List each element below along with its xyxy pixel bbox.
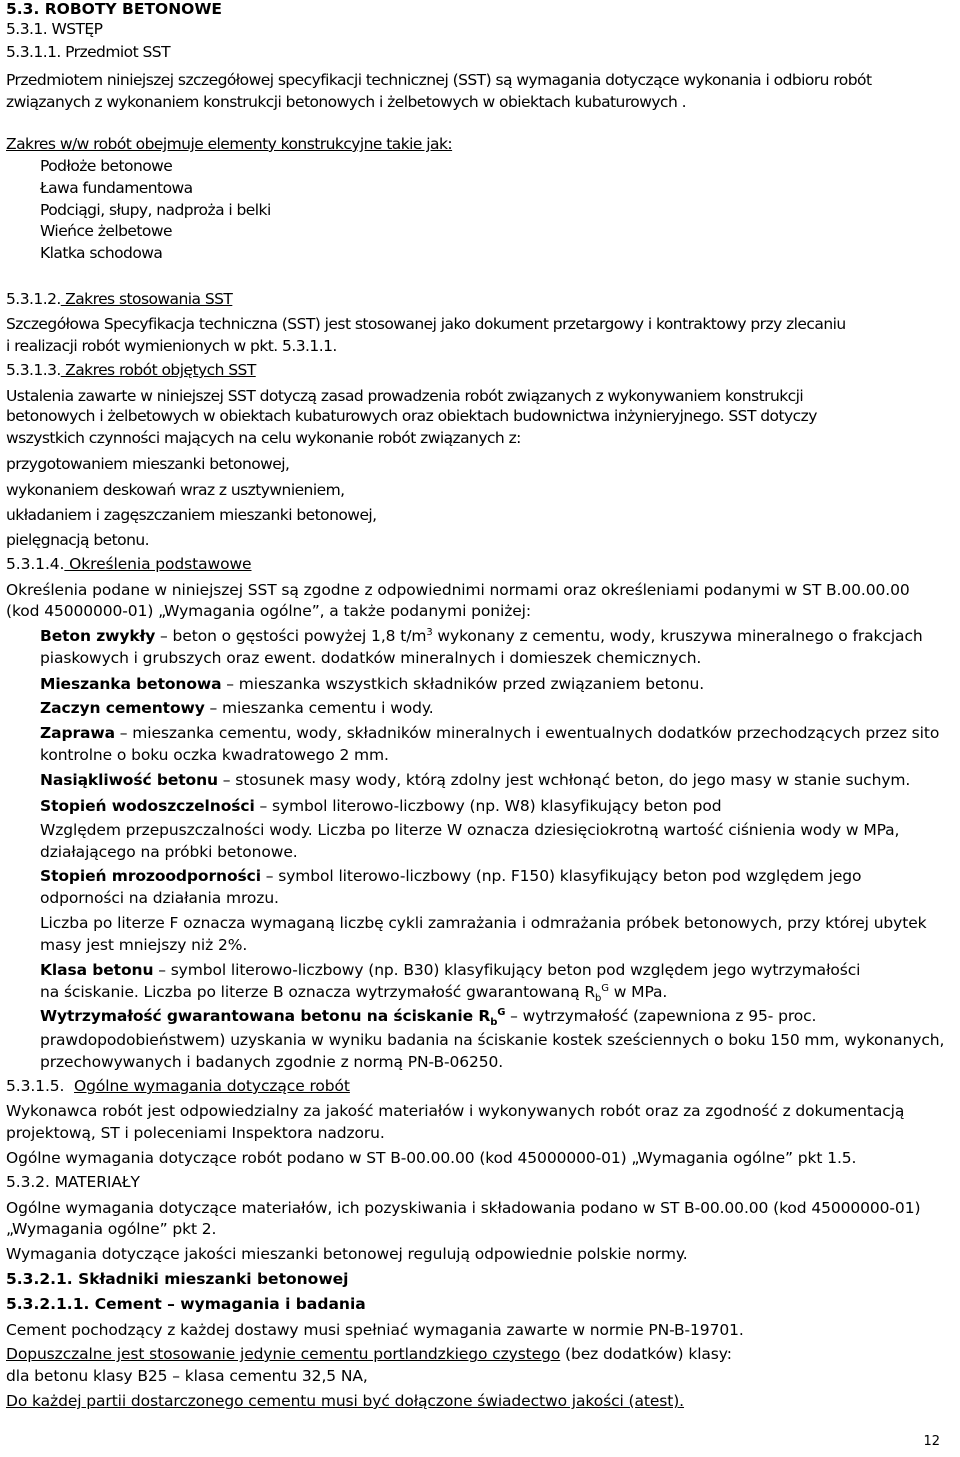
definition-continuation: Liczba po literze F oznacza wymaganą liczbę cykli zamrażania i odmrażania próbek betonowych, przy której ubytek <box>40 914 927 932</box>
paragraph-line: Ustalenia zawarte w niniejszej SST dotyczą zasad prowadzenia robót związanych z wykonywaniem konstrukcji <box>6 387 804 405</box>
works-item: wykonaniem deskowań wraz z usztywnieniem, <box>6 481 345 499</box>
heading-5-3-1-4: 5.3.1.4. Określenia podstawowe <box>6 555 252 573</box>
scope-item: Podłoże betonowe <box>40 157 173 175</box>
definition-continuation: piaskowych i grubszych oraz ewent. dodatków mineralnych i domieszek chemicznych. <box>40 649 702 667</box>
paragraph-line: wszystkich czynności mających na celu wykonanie robót związanych z: <box>6 429 521 447</box>
paragraph-line: Wymagania dotyczące jakości mieszanki betonowej regulują odpowiednie polskie normy. <box>6 1245 688 1263</box>
definition-nasiakliwosc: Nasiąkliwość betonu – stosunek masy wody, którą zdolny jest wchłonąć beton, do jego masy w stanie suchym. <box>40 771 911 789</box>
paragraph-line: Do każdej partii dostarczonego cementu musi być dołączone świadectwo jakości (atest). <box>6 1392 685 1410</box>
paragraph-line: związanych z wykonaniem konstrukcji betonowych i żelbetowych w obiektach kubaturowych . <box>6 93 686 111</box>
paragraph-line: Ogólne wymagania dotyczące materiałów, ich pozyskiwania i składowania podano w ST B-00.00.00 (kod 45000000-01) <box>6 1199 921 1217</box>
heading-5-3-1-5: 5.3.1.5. Ogólne wymagania dotyczące robót <box>6 1077 350 1095</box>
definition-continuation: działającego na próbki betonowe. <box>40 843 298 861</box>
definition-wodoszczelnosc: Stopień wodoszczelności – symbol literowo-liczbowy (np. W8) klasyfikujący beton pod <box>40 797 722 815</box>
definition-zaczyn-cementowy: Zaczyn cementowy – mieszanka cementu i wody. <box>40 699 434 717</box>
paragraph-line: Określenia podane w niniejszej SST są zgodne z odpowiednimi normami oraz określeniami podanymi w ST B.00.00.00 <box>6 581 910 599</box>
paragraph-line: Dopuszczalne jest stosowanie jedynie cementu portlandzkiego czystego (bez dodatków) klasy: <box>6 1345 732 1363</box>
definition-continuation: kontrolne o boku oczka kwadratowego 2 mm. <box>40 746 389 764</box>
paragraph-line: Szczegółowa Specyfikacja techniczna (SST) jest stosowanej jako dokument przetargowy i kontraktowy przy zlecaniu <box>6 315 846 333</box>
definition-mieszanka-betonowa: Mieszanka betonowa – mieszanka wszystkich składników przed związaniem betonu. <box>40 675 705 693</box>
definition-wytrzymalosc: Wytrzymałość gwarantowana betonu na ściskanie $R_b^G$ – wytrzymałość (zapewniona z 95- proc. <box>40 1006 817 1029</box>
paragraph-line: betonowych i żelbetowych w obiektach kubaturowych oraz obiektach budownictwa inżynieryjnego. SST dotyczy <box>6 407 817 425</box>
definition-beton-zwykly: Beton zwykły – beton o gęstości powyżej 1,8 $t/m^3$ wykonany z cementu, wody, kruszywa mineralnego o frakcjach <box>40 626 923 645</box>
paragraph-line: „Wymagania ogólne” pkt 2. <box>6 1220 217 1238</box>
definition-mrozoodpornosc: Stopień mrozoodporności – symbol literowo-liczbowy (np. F150) klasyfikujący beton pod względem jego <box>40 867 862 885</box>
paragraph-line: Cement pochodzący z każdej dostawy musi spełniać wymagania zawarte w normie PN-B-19701. <box>6 1321 744 1339</box>
heading-5-3-2: 5.3.2. MATERIAŁY <box>6 1173 140 1191</box>
definition-klasa-betonu: Klasa betonu – symbol literowo-liczbowy (np. B30) klasyfikujący beton pod względem jego wytrzymałości <box>40 961 861 979</box>
paragraph-line: Wykonawca robót jest odpowiedzialny za jakość materiałów i wykonywanych robót oraz za zgodność z dokumentacją <box>6 1102 905 1120</box>
scope-intro: Zakres w/w robót obejmuje elementy konstrukcyjne takie jak: <box>6 135 453 153</box>
scope-item: Ława fundamentowa <box>40 179 193 197</box>
heading-5-3-1: 5.3.1. WSTĘP <box>6 20 103 38</box>
paragraph-line: Ogólne wymagania dotyczące robót podano w ST B-00.00.00 (kod 45000000-01) „Wymagania ogólne” pkt 1.5. <box>6 1149 857 1167</box>
heading-5-3-2-1-1: 5.3.2.1.1. Cement – wymagania i badania <box>6 1295 366 1313</box>
paragraph-line: dla betonu klasy B25 – klasa cementu 32,5 NA, <box>6 1367 368 1385</box>
heading-5-3-2-1: 5.3.2.1. Składniki mieszanki betonowej <box>6 1270 349 1288</box>
definition-continuation: na ściskanie. Liczba po literze B oznacza wytrzymałość gwarantowaną $R_b^G$ w MPa. <box>40 982 668 1005</box>
definition-continuation: Względem przepuszczalności wody. Liczba po literze W oznacza dziesięciokrotną wartość ciśnienia wody w MPa, <box>40 821 900 839</box>
definition-continuation: masy jest mniejszy niż 2%. <box>40 936 248 954</box>
definition-zaprawa: Zaprawa – mieszanka cementu, wody, składników mineralnych i ewentualnych dodatków przechodzących przez sito <box>40 724 940 742</box>
definition-continuation: odporności na działania mrozu. <box>40 889 279 907</box>
heading-5-3-1-2: 5.3.1.2. Zakres stosowania SST <box>6 290 233 308</box>
page-number: 12 <box>923 1434 940 1449</box>
scope-item: Wieńce żelbetowe <box>40 222 172 240</box>
works-item: pielęgnacją betonu. <box>6 531 149 549</box>
paragraph-line: (kod 45000000-01) „Wymagania ogólne”, a także podanymi poniżej: <box>6 602 532 620</box>
scope-item: Podciągi, słupy, nadproża i belki <box>40 201 271 219</box>
heading-5-3-1-1: 5.3.1.1. Przedmiot SST <box>6 43 170 61</box>
definition-continuation: przechowywanych i badanych zgodnie z normą PN-B-06250. <box>40 1053 504 1071</box>
heading-5-3: 5.3. ROBOTY BETONOWE <box>6 0 223 18</box>
paragraph-line: Przedmiotem niniejszej szczegółowej specyfikacji technicznej (SST) są wymagania dotyczące wykonania i odbioru robót <box>6 71 872 89</box>
definition-continuation: prawdopodobieństwem) uzyskania w wyniku badania na ściskanie kostek sześciennych o boku 150 mm, wykonanych, <box>40 1031 945 1049</box>
paragraph-line: projektową, ST i poleceniami Inspektora nadzoru. <box>6 1124 385 1142</box>
paragraph-line: i realizacji robót wymienionych w pkt. 5.3.1.1. <box>6 337 337 355</box>
works-item: układaniem i zagęszczaniem mieszanki betonowej, <box>6 506 377 524</box>
works-item: przygotowaniem mieszanki betonowej, <box>6 455 290 473</box>
heading-5-3-1-3: 5.3.1.3. Zakres robót objętych SST <box>6 361 256 379</box>
scope-item: Klatka schodowa <box>40 244 163 262</box>
